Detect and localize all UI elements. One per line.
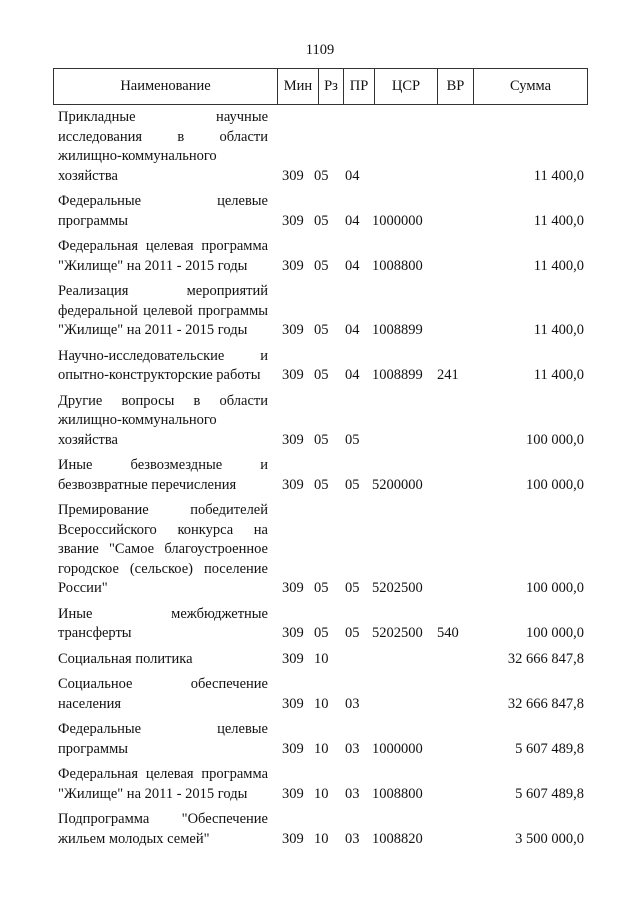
row-vr: 241 — [437, 367, 459, 383]
row-sum: 100 000,0 — [526, 625, 584, 641]
row-name-line: программы — [58, 740, 128, 757]
row-name-line: городское (сельское) поселение — [58, 560, 268, 577]
row-name-line: Федеральная целевая программа — [58, 238, 268, 254]
row-csr — [372, 431, 428, 451]
row-min: 309 — [282, 476, 304, 493]
row-name-line: Подпрограмма "Обеспечение — [58, 811, 268, 827]
row-rz: 10 — [314, 695, 329, 712]
row-rz: 10 — [314, 740, 329, 757]
row-rz: 05 — [314, 212, 329, 229]
row-sum: 5 607 489,8 — [515, 785, 584, 802]
row-name-line: Федеральная целевая программа — [58, 766, 268, 782]
row-min: 309 — [282, 785, 304, 802]
row-rz: 05 — [314, 322, 329, 338]
row-name — [58, 765, 268, 804]
row-name-line: Премирование победителей — [58, 502, 268, 518]
row-name — [58, 650, 268, 670]
row-name — [58, 720, 268, 759]
row-name-line: трансферты — [58, 625, 132, 641]
row-vr — [437, 740, 463, 760]
row-name-line: Научно-исследовательские и — [58, 347, 268, 364]
page-number: 1109 — [305, 42, 335, 58]
row-csr — [372, 167, 428, 187]
row-name-line: населения — [58, 695, 122, 712]
row-vr — [437, 212, 463, 232]
row-sum: 3 500 000,0 — [515, 830, 584, 847]
table-row — [58, 650, 584, 670]
row-pr: 05 — [345, 625, 360, 641]
table-row — [58, 192, 584, 231]
table-row — [58, 675, 584, 714]
row-vr — [437, 785, 463, 805]
row-rz: 05 — [314, 431, 329, 448]
row-name-line: Прикладные научные — [58, 109, 268, 125]
row-csr — [372, 695, 428, 715]
row-min: 309 — [282, 830, 304, 847]
table-row — [58, 282, 584, 341]
row-sum: 11 400,0 — [533, 167, 584, 184]
row-rz: 05 — [314, 367, 329, 383]
row-pr: 04 — [345, 212, 360, 229]
row-name — [58, 456, 268, 495]
row-name-line: Иные безвозмездные и — [58, 457, 268, 473]
row-pr: 04 — [345, 167, 360, 184]
row-name-line: программы — [58, 212, 128, 229]
row-vr — [437, 650, 463, 670]
row-name — [58, 192, 268, 231]
header-sum: Сумма — [509, 78, 552, 94]
row-pr — [345, 650, 365, 670]
table-header — [53, 68, 588, 105]
row-name-line: хозяйства — [58, 431, 118, 448]
row-name-line: федеральной целевой программы — [58, 302, 268, 319]
row-vr — [437, 579, 463, 599]
row-pr: 03 — [345, 695, 360, 712]
row-csr: 5202500 — [372, 625, 423, 641]
row-name — [58, 810, 268, 849]
row-name — [58, 108, 268, 186]
table-row — [58, 108, 584, 186]
row-name — [58, 501, 268, 599]
table-row — [58, 392, 584, 451]
row-csr: 5202500 — [372, 580, 423, 596]
row-name-line: жилищно-коммунального — [58, 412, 217, 428]
row-name-line: Федеральные целевые — [58, 721, 268, 737]
row-min: 309 — [282, 257, 304, 274]
row-name-line: "Жилище" на 2011 - 2015 годы — [58, 257, 248, 274]
row-csr: 1008899 — [372, 367, 423, 383]
row-sum: 11 400,0 — [533, 212, 584, 229]
row-csr: 1000000 — [372, 212, 423, 229]
row-sum: 11 400,0 — [533, 367, 584, 383]
row-csr: 1008899 — [372, 322, 423, 338]
table-row — [58, 456, 584, 495]
row-pr: 04 — [345, 257, 360, 274]
row-min: 309 — [282, 695, 304, 712]
table-row — [58, 720, 584, 759]
row-sum: 32 666 847,8 — [507, 650, 584, 667]
row-sum: 32 666 847,8 — [507, 695, 584, 712]
row-min: 309 — [282, 322, 304, 338]
row-name-line: Другие вопросы в области — [58, 392, 268, 409]
row-name-line: Реализация мероприятий — [58, 283, 268, 299]
row-name-line: безвозвратные перечисления — [58, 476, 237, 493]
row-csr: 1008800 — [372, 785, 423, 802]
row-vr — [437, 167, 463, 187]
table-row — [58, 810, 584, 849]
row-min: 309 — [282, 625, 304, 641]
row-min: 309 — [282, 650, 304, 667]
row-pr: 04 — [345, 367, 360, 383]
row-name-line: жильем молодых семей" — [58, 830, 210, 847]
row-name-line: опытно-конструкторские работы — [58, 367, 261, 383]
row-sum: 5 607 489,8 — [515, 740, 584, 757]
row-name — [58, 392, 268, 451]
row-name — [58, 675, 268, 714]
row-rz: 05 — [314, 625, 329, 641]
table-body — [58, 108, 584, 855]
row-sum: 11 400,0 — [533, 257, 584, 274]
row-vr — [437, 830, 463, 850]
row-rz: 10 — [314, 650, 329, 667]
table-row — [58, 605, 584, 644]
header-vr: ВР — [438, 69, 474, 104]
row-sum: 100 000,0 — [526, 431, 584, 448]
row-csr: 5200000 — [372, 476, 423, 493]
row-pr: 05 — [345, 476, 360, 493]
row-name-line: Иные межбюджетные — [58, 605, 268, 622]
row-sum: 11 400,0 — [533, 322, 584, 338]
row-vr — [437, 695, 463, 715]
row-name-line: звание "Самое благоустроенное — [58, 541, 268, 557]
row-csr: 1000000 — [372, 740, 423, 757]
row-name-line: "Жилище" на 2011 - 2015 годы — [58, 322, 248, 338]
row-rz: 10 — [314, 830, 329, 847]
row-name — [58, 282, 268, 341]
row-name-line: хозяйства — [58, 167, 118, 184]
row-min: 309 — [282, 167, 304, 184]
header-pr: ПР — [344, 69, 375, 104]
header-min: Мин — [278, 69, 319, 104]
row-sum: 100 000,0 — [526, 580, 584, 596]
row-csr — [372, 650, 428, 670]
row-name-line: России" — [58, 580, 108, 596]
row-name-line: Социальная политика — [58, 650, 193, 667]
row-rz: 05 — [314, 476, 329, 493]
table-row — [58, 501, 584, 599]
row-min: 309 — [282, 431, 304, 448]
table-row — [58, 765, 584, 804]
row-name-line: "Жилище" на 2011 - 2015 годы — [58, 785, 248, 802]
row-name-line: жилищно-коммунального — [58, 148, 217, 164]
row-rz: 05 — [314, 257, 329, 274]
row-sum: 100 000,0 — [526, 476, 584, 493]
row-name-line: Федеральные целевые — [58, 193, 268, 209]
table-row — [58, 347, 584, 386]
row-vr — [437, 321, 463, 341]
row-name — [58, 347, 268, 386]
row-name — [58, 237, 268, 276]
row-rz: 05 — [314, 167, 329, 184]
row-pr: 05 — [345, 431, 360, 448]
row-vr — [437, 431, 463, 451]
row-name-line: Социальное обеспечение — [58, 676, 268, 692]
header-csr: ЦСР — [375, 69, 438, 104]
row-vr — [437, 257, 463, 277]
row-min: 309 — [282, 580, 304, 596]
row-vr — [437, 476, 463, 496]
row-csr: 1008800 — [372, 257, 423, 274]
row-rz: 05 — [314, 580, 329, 596]
row-pr: 03 — [345, 830, 360, 847]
row-name-line: Всероссийского конкурса на — [58, 521, 268, 538]
row-csr: 1008820 — [372, 830, 423, 847]
row-vr: 540 — [437, 625, 459, 641]
table-row — [58, 237, 584, 276]
row-name — [58, 605, 268, 644]
header-name: Наименование — [54, 69, 278, 104]
row-min: 309 — [282, 212, 304, 229]
row-rz: 10 — [314, 785, 329, 802]
row-pr: 03 — [345, 740, 360, 757]
row-min: 309 — [282, 367, 304, 383]
row-min: 309 — [282, 740, 304, 757]
row-pr: 04 — [345, 322, 360, 338]
row-pr: 03 — [345, 785, 360, 802]
row-name-line: исследования в области — [58, 128, 268, 145]
header-rz: Рз — [319, 69, 344, 104]
row-pr: 05 — [345, 580, 360, 596]
